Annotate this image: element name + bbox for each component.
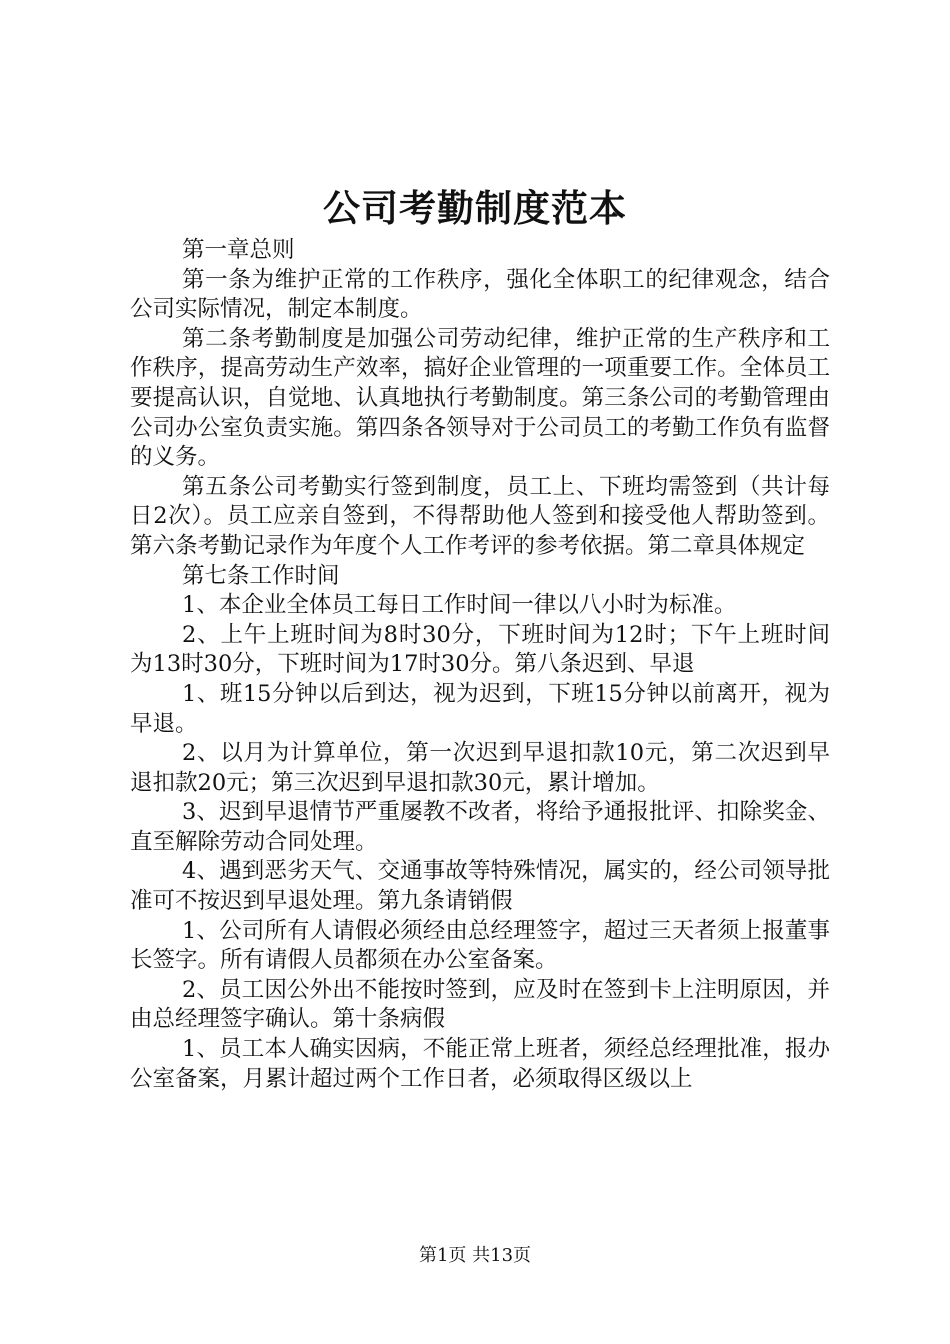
paragraph: 1、员工本人确实因病，不能正常上班者，须经总经理批准，报办公室备案，月累计超过两个工作日者，必须取得区级以上 — [130, 1036, 830, 1092]
paragraph: 第二条考勤制度是加强公司劳动纪律，维护正常的生产秩序和工作秩序，提高劳动生产效率，搞好企业管理的一项重要工作。全体员工要提高认识，自觉地、认真地执行考勤制度。第三条公司的考勤管理由公司办公室负责实施。第四条各领导对于公司员工的考勤工作负有监督的义务。 — [130, 325, 830, 471]
paragraph: 第七条工作时间 — [182, 562, 340, 589]
paragraph: 1、公司所有人请假必须经由总经理签字，超过三天者须上报董事长签字。所有请假人员都须在办公室备案。 — [130, 917, 830, 974]
paragraph: 2、以月为计算单位，第一次迟到早退扣款10元，第二次迟到早退扣款20元；第三次迟到早退扣款30元，累计增加。 — [130, 740, 830, 796]
paragraph: 1、班15分钟以后到达，视为迟到，下班15分钟以前离开，视为早退。 — [130, 680, 830, 737]
paragraph: 1、本企业全体员工每日工作时间一律以八小时为标准。 — [182, 592, 737, 619]
page-number-footer: 第1页 共13页 — [418, 1245, 532, 1266]
paragraph: 2、上午上班时间为8时30分，下班时间为12时；下午上班时间为13时30分，下班时间为17时30分。第八条迟到、早退 — [130, 621, 830, 678]
paragraph: 4、遇到恶劣天气、交通事故等特殊情况，属实的，经公司领导批准可不按迟到早退处理。第九条请销假 — [130, 858, 830, 915]
chapter-heading: 第一章总则 — [182, 237, 295, 263]
paragraph: 2、员工因公外出不能按时签到，应及时在签到卡上注明原因，并由总经理签字确认。第十条病假 — [130, 976, 830, 1033]
paragraph: 第五条公司考勤实行签到制度，员工上、下班均需签到（共计每日2次）。员工应亲自签到，不得帮助他人签到和接受他人帮助签到。第六条考勤记录作为年度个人工作考评的参考依据。第二章具体规定 — [130, 473, 830, 559]
paragraph: 第一条为维护正常的工作秩序，强化全体职工的纪律观念，结合公司实际情况，制定本制度。 — [130, 266, 830, 323]
document-body — [130, 236, 830, 1094]
document-title: 公司考勤制度范本 — [323, 186, 627, 230]
paragraph: 3、迟到早退情节严重屡教不改者，将给予通报批评、扣除奖金、直至解除劳动合同处理。 — [130, 799, 830, 855]
